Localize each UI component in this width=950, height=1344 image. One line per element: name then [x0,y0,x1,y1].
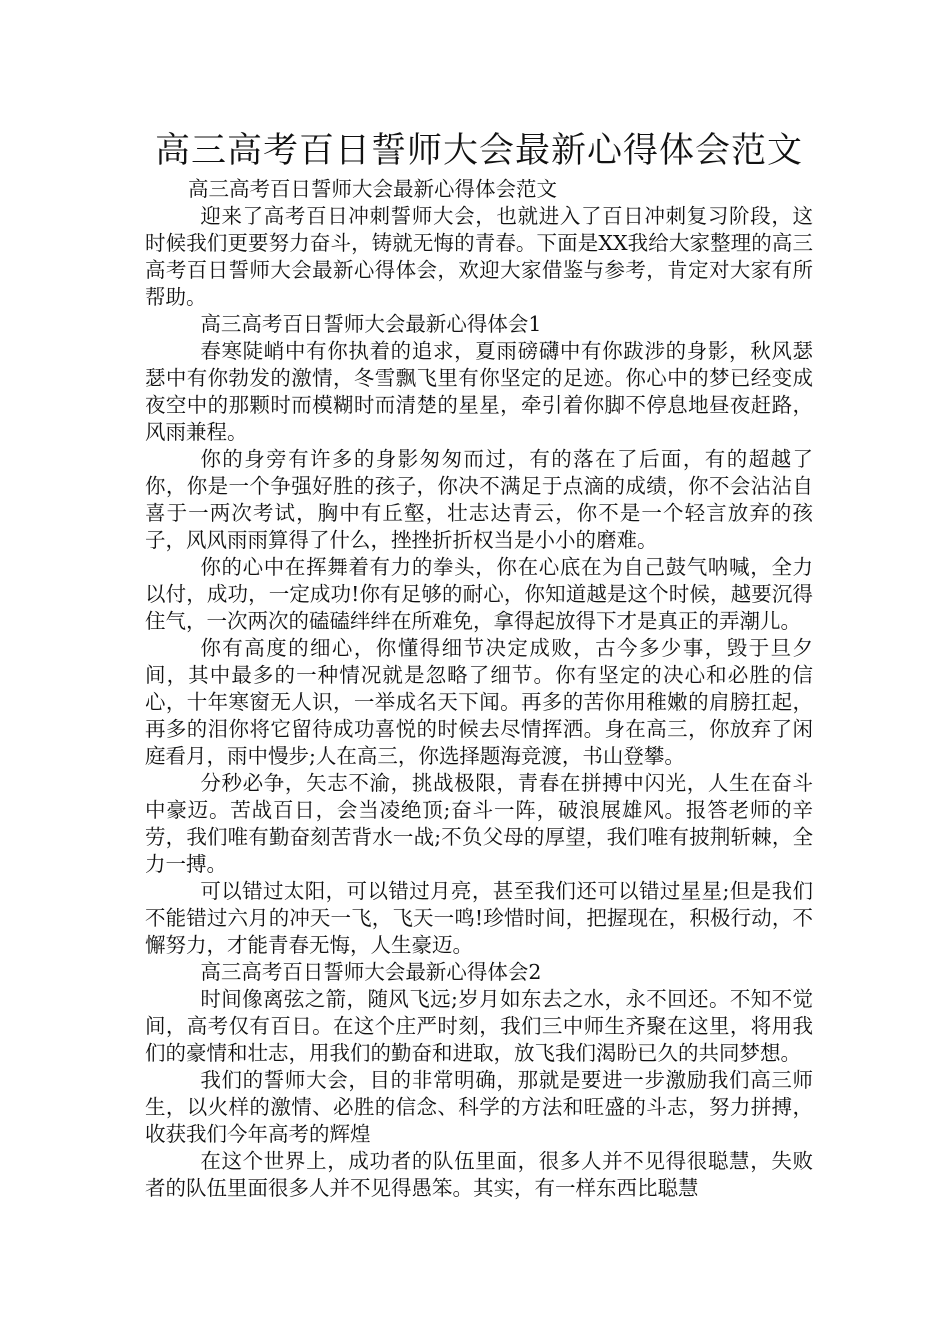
document-subtitle: 高三高考百日誓师大会最新心得体会范文 [188,177,558,201]
section-heading-2: 高三高考百日誓师大会最新心得体会2 [200,960,542,984]
body-paragraph: 分秒必争，矢志不渝，挑战极限，青春在拼搏中闪光，人生在奋斗中豪迈。苦战百日，会当凌绝顶;奋斗一阵，破浪展雄风。报答老师的辛劳，我们唯有勤奋刻苦背水一战;不负父母的厚望，我们唯有披荆斩棘，全力一搏。 [145,771,813,876]
body-paragraph: 在这个世界上，成功者的队伍里面，很多人并不见得很聪慧，失败者的队伍里面很多人并不见得愚笨。其实，有一样东西比聪慧 [145,1149,813,1200]
body-paragraph: 我们的誓师大会，目的非常明确，那就是要进一步激励我们高三师生，以火样的激情、必胜的信念、科学的方法和旺盛的斗志，努力拼搏，收获我们今年高考的辉煌 [145,1068,813,1146]
body-paragraph: 你的心中在挥舞着有力的拳头，你在心底在为自己鼓气呐喊，全力以付，成功，一定成功!你有足够的耐心，你知道越是这个时候，越要沉得住气，一次两次的磕磕绊绊在所难免，拿得起放得下才是真正的弄潮儿。 [145,555,813,633]
section-heading-1: 高三高考百日誓师大会最新心得体会1 [200,312,542,336]
body-paragraph: 你的身旁有许多的身影匆匆而过，有的落在了后面，有的超越了你，你是一个争强好胜的孩子，你决不满足于点滴的成绩，你不会沾沾自喜于一两次考试，胸中有丘壑，壮志达青云，你不是一个轻言放弃的孩子，风风雨雨算得了什么，挫挫折折权当是小小的磨难。 [145,447,813,552]
body-paragraph: 你有高度的细心，你懂得细节决定成败，古今多少事，毁于旦夕间，其中最多的一种情况就是忽略了细节。你有坚定的决心和必胜的信心，十年寒窗无人识，一举成名天下闻。再多的苦你用稚嫩的肩膀扛起，再多的泪你将它留待成功喜悦的时候去尽情挥洒。身在高三，你放弃了闲庭看月，雨中慢步;人在高三，你选择题海竞渡，书山登攀。 [145,636,813,768]
body-paragraph: 春寒陡峭中有你执着的追求，夏雨磅礴中有你跋涉的身影，秋风瑟瑟中有你勃发的激情，冬雪飘飞里有你坚定的足迹。你心中的梦已经变成夜空中的那颗时而模糊时而清楚的星星，牵引着你脚不停息地昼夜赶路，风雨兼程。 [145,339,813,444]
document-page [145,128,813,1202]
intro-paragraph: 迎来了高考百日冲刺誓师大会，也就进入了百日冲刺复习阶段，这时候我们更要努力奋斗，铸就无悔的青春。下面是XX我给大家整理的高三高考百日誓师大会最新心得体会，欢迎大家借鉴与参考，肯定对大家有所帮助。 [145,204,813,309]
body-paragraph: 可以错过太阳，可以错过月亮，甚至我们还可以错过星星;但是我们不能错过六月的冲天一飞，飞天一鸣!珍惜时间，把握现在，积极行动，不懈努力，才能青春无悔，人生豪迈。 [145,879,813,957]
document-title: 高三高考百日誓师大会最新心得体会范文 [154,131,803,171]
body-paragraph: 时间像离弦之箭，随风飞远;岁月如东去之水，永不回还。不知不觉间，高考仅有百日。在这个庄严时刻，我们三中师生齐聚在这里，将用我们的豪情和壮志，用我们的勤奋和进取，放飞我们渴盼已久的共同梦想。 [145,987,813,1065]
